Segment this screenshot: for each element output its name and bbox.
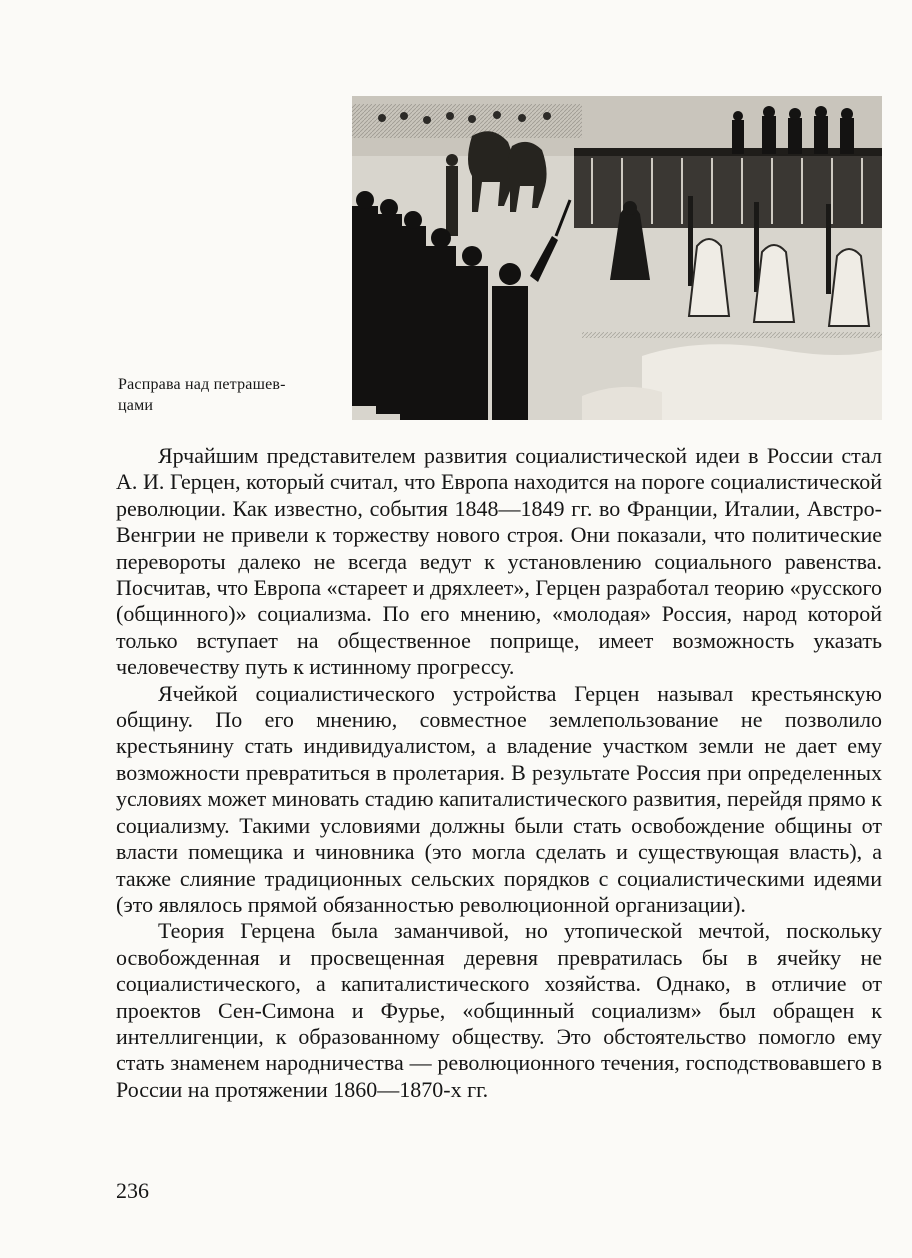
paragraph-1: Ярчайшим представителем развития социалистической идеи в России стал А. И. Герцен, который считал, что Европа находится на пороге социалистической революции. Как известно, события 1848—1849 гг. во Франции, Италии, Австро-Венгрии не привели к торжеству нового строя. Они показали, что политические перевороты далеко не всегда ведут к установлению социального равенства. Посчитав, что Европа «стареет и дряхлеет», Герцен разработал теорию «русского (общинного)» социализма. По его мнению, «молодая» Россия, народ которой только вступает на общественное поприще, имеет возможность указать человечеству путь к истинному прогрессу. [116,443,882,680]
paragraph-2: Ячейкой социалистического устройства Герцен называл крестьянскую общину. По его мнению, совместное землепользование не позволило крестьянину стать индивидуалистом, а владение участком земли не дает ему возможности превратиться в пролетария. В результате Россия при определенных условиях может миновать стадию капиталистического развития, перейдя прямо к социализму. Такими условиями должны были стать освобождение общины от власти помещика и чиновника (это могла сделать и существующая власть), а также слияние традиционных сельских порядков с социалистическими идеями (это являлось прямой обязанностью революционной организации). [116,680,882,917]
paragraph-3: Теория Герцена была заманчивой, но утопической мечтой, поскольку освобожденная и просвещенная деревня превратилась бы в ячейку не социалистического, а капиталистического хозяйства. Однако, в отличие от проектов Сен-Симона и Фурье, «общинный социализм» был обращен к интеллигенции, к образованному обществу. Это обстоятельство помогло ему стать знаменем народничества — революционного течения, господствовавшего в России на протяжении 1860—1870-х гг. [116,918,882,1102]
engraving-image [352,96,882,420]
execution-illustration [352,96,882,420]
figure-caption [118,374,340,416]
main-text [116,443,882,1103]
page-number: 236 [116,1178,149,1203]
figure-caption-text: Расправа над петрашев- цами [118,376,286,414]
